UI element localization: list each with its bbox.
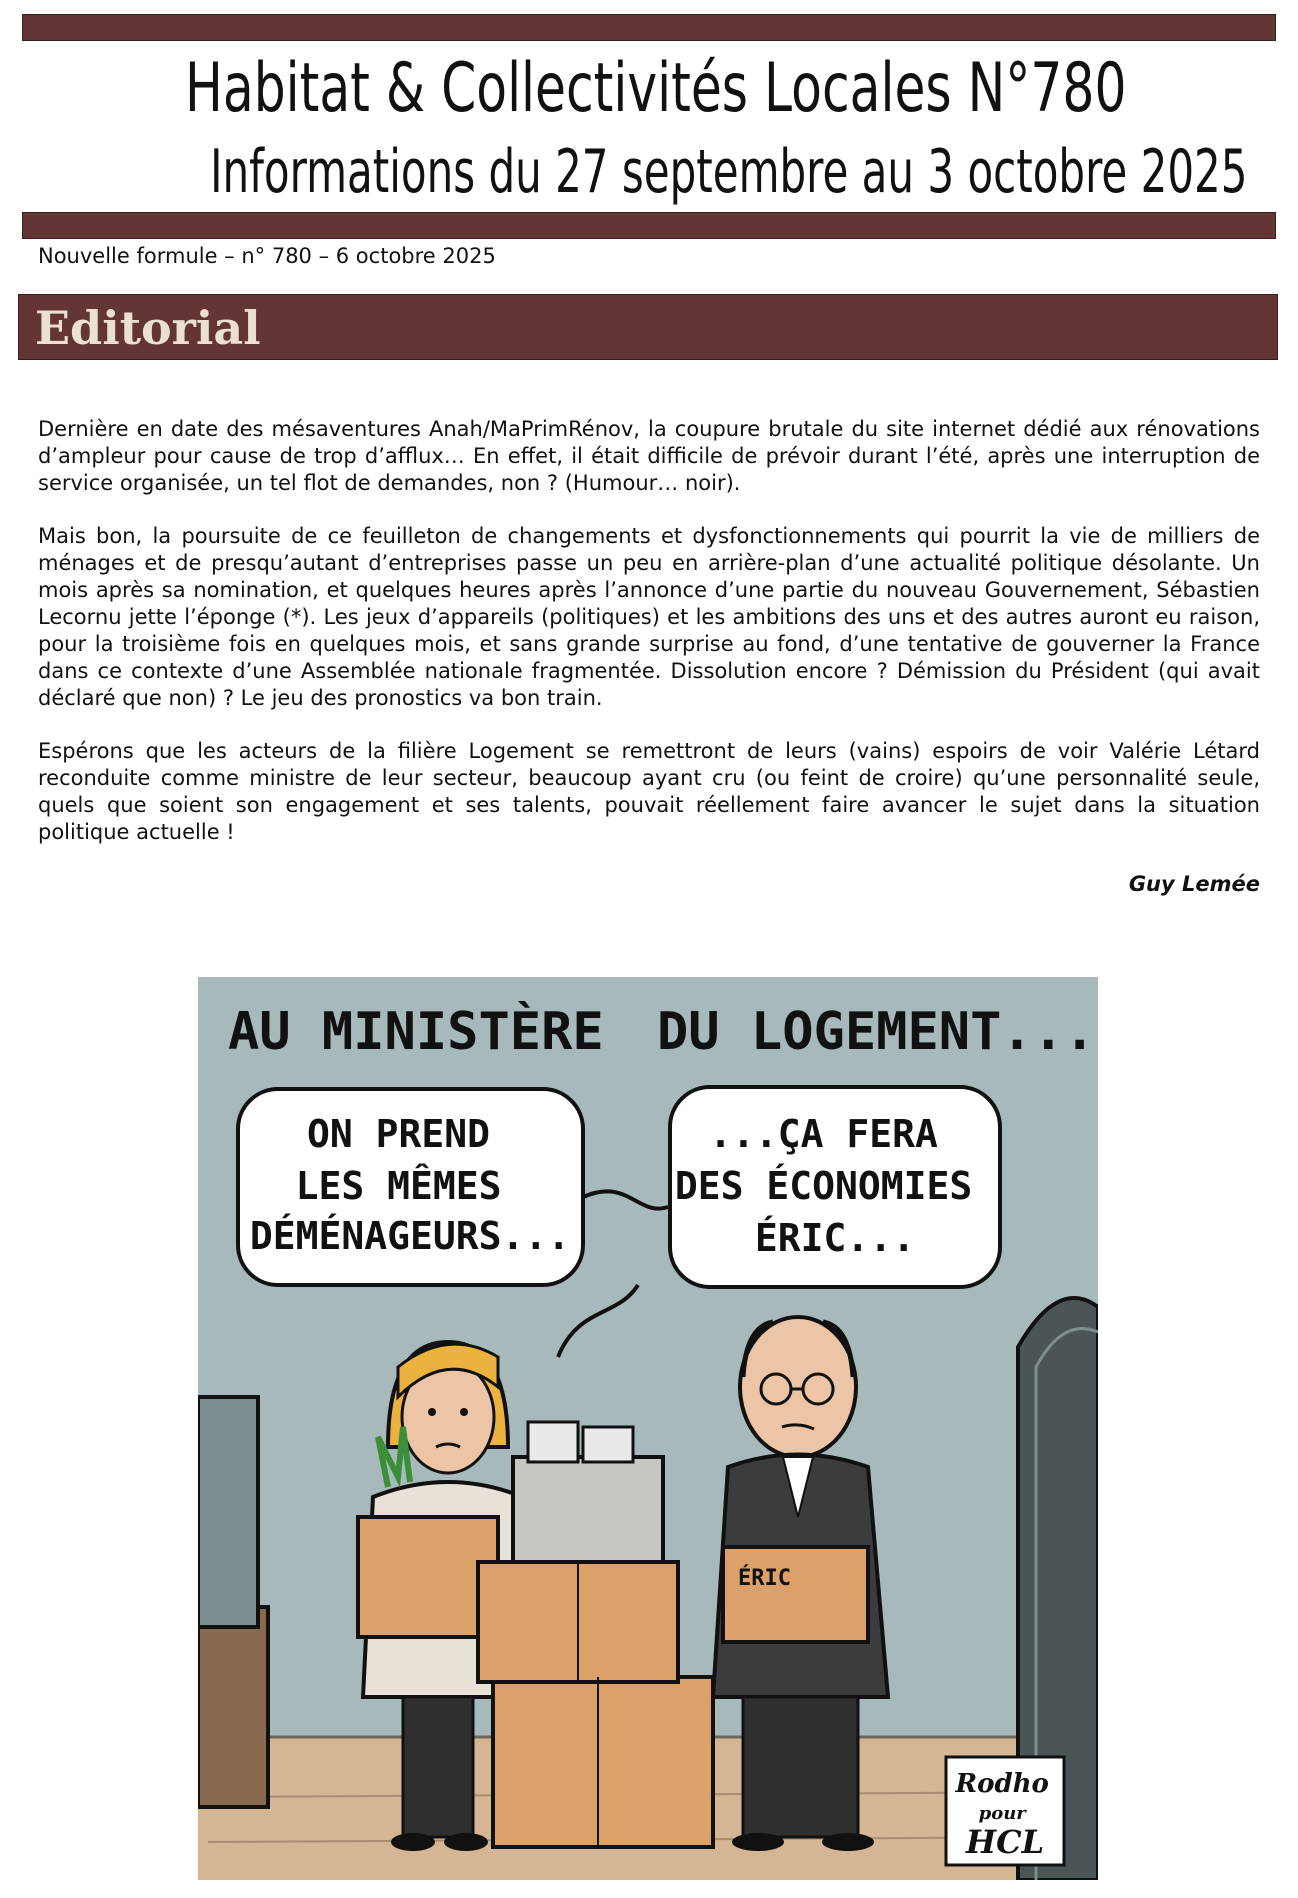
masthead-bottom-bar [22, 212, 1276, 239]
cartoon-illustration [198, 977, 1098, 1880]
bubble-left-line-2: LES MÊMES [295, 1164, 502, 1208]
bubble-right-line-2: DES ÉCONOMIES [674, 1164, 973, 1208]
filing-cabinet [198, 1607, 268, 1807]
cartoon-caption-line-2: DU LOGEMENT... [657, 1002, 1096, 1062]
credit-line-1: Rodho [955, 1769, 1049, 1799]
bubble-left-line-1: ON PREND [307, 1112, 491, 1156]
editorial-heading: Editorial [35, 301, 261, 355]
woman-legs [403, 1697, 473, 1837]
masthead-subtitle: Informations du 27 septembre au 3 octobre 2025 [210, 137, 1248, 207]
edition-line: Nouvelle formule – n° 780 – 6 octobre 2025 [38, 244, 496, 268]
editorial-banner [18, 294, 1278, 360]
cartoon-caption [228, 1001, 1095, 1062]
man-head [740, 1317, 856, 1457]
editorial-paragraph-2: Mais bon, la poursuite de ce feuilleton de changements et dysfonctionnements qui pourrit la vie de milliers de ménages et de presqu’autant d’entreprises passe un peu en arrière-plan d’une actualité politique désolante. Un mois après sa nomination, et quelques heures après l’annonce d’une partie du nouveau Gouvernement, Sébastien Lecornu jette l’éponge (*). Les jeux d’appareils (politiques) et les ambitions des uns et des autres auront eu raison, pour la troisième fois en quelques mois, et sans grande surprise au fond, d’une tentative de gouverner la France dans ce contexte d’une Assemblée nationale fragmentée. Dissolution encore ? Démission du Président (qui avait déclaré que non) ? Le jeu des pronostics va bon train. [38, 524, 1260, 710]
credit-line-2: pour [978, 1803, 1026, 1824]
masthead-title: Habitat & Collectivités Locales N°780 [185, 49, 1127, 128]
box-bottom [493, 1677, 713, 1847]
credit-line-3: HCL [965, 1823, 1045, 1861]
bubble-left-line-3: DÉMÉNAGEURS... [249, 1214, 571, 1258]
cartoon-caption-line-1: AU MINISTÈRE [228, 1002, 604, 1062]
man-legs [743, 1697, 858, 1837]
editorial-signature: Guy Lemée [1128, 872, 1260, 896]
masthead-top-bar [22, 14, 1276, 41]
bubble-right-line-3: ÉRIC... [754, 1216, 916, 1260]
editorial-paragraph-1: Dernière en date des mésaventures Anah/MaPrimRénov, la coupure brutale du site internet dédié aux rénovations d’ampleur pour cause de trop d’afflux… En effet, il était difficile de prévoir durant l’été, après une interruption de service organisée, un tel flot de demandes, non ? (Humour… noir). [38, 417, 1260, 495]
box-top [513, 1457, 663, 1562]
editorial-paragraph-3: Espérons que les acteurs de la filière Logement se remettront de leurs (vains) espoirs de voir Valérie Létard reconduite comme ministre de leur secteur, beaucoup ayant cru (ou feint de croire) qu’une personnalité seule, quels que soient son engagement et ses talents, pouvait réellement faire avancer le sujet dans la situation politique actuelle ! [38, 739, 1260, 844]
man-box [723, 1547, 868, 1642]
man-box-label: ÉRIC [738, 1566, 791, 1591]
bubble-right-line-1: ...ÇA FERA [709, 1112, 938, 1156]
